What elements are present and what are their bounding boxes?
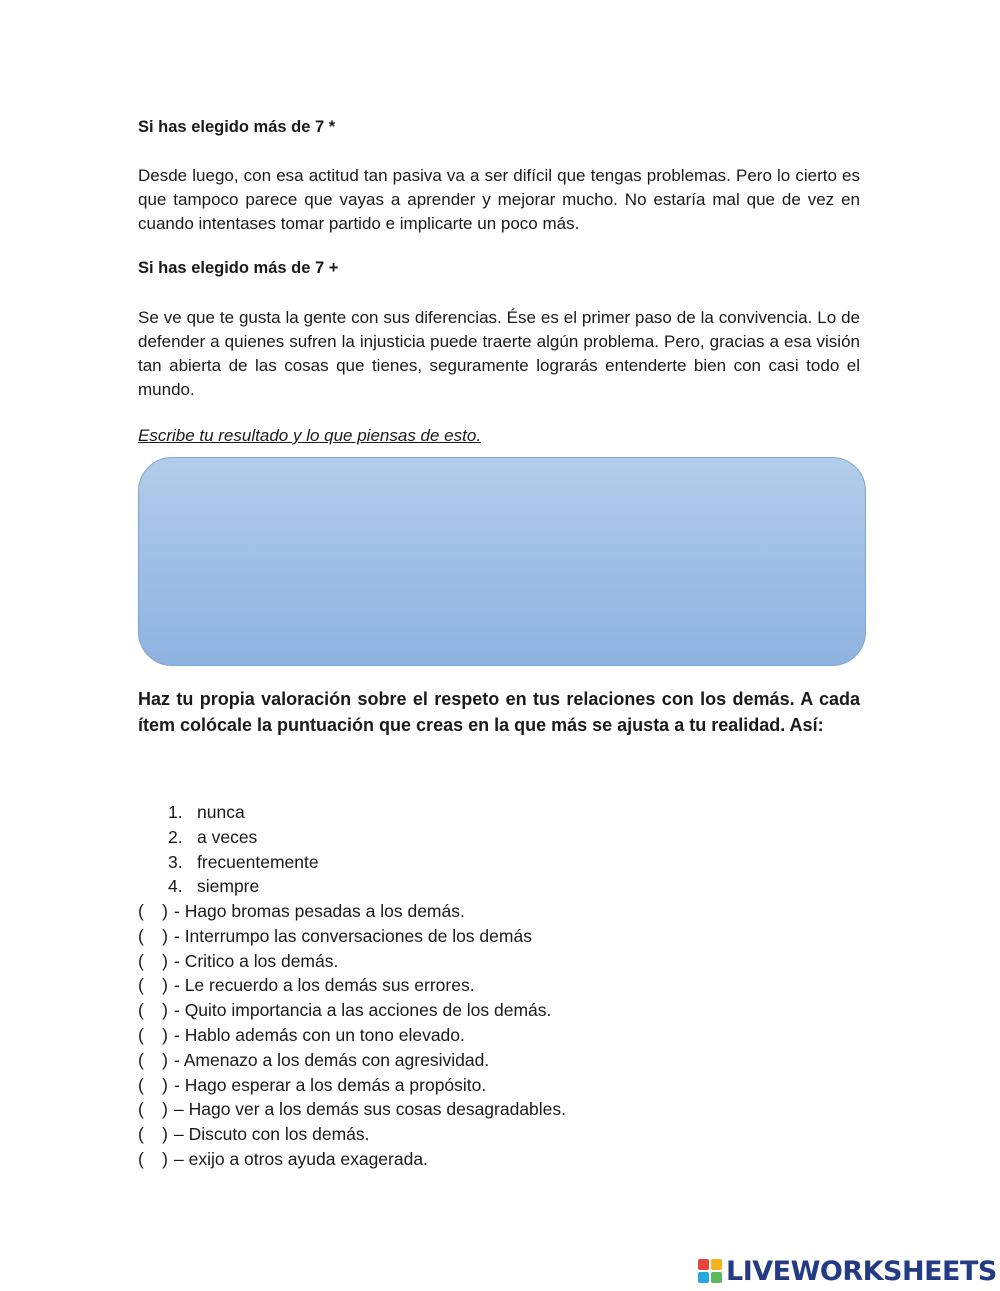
rating-scale (168, 800, 319, 899)
behavior-item: ( ) - Le recuerdo a los demás sus errores. (138, 973, 566, 998)
liveworksheets-logo (698, 1256, 997, 1286)
logo-tile (711, 1259, 722, 1270)
behavior-item: ( ) - Hablo además con un tono elevado. (138, 1023, 566, 1048)
logo-tile (711, 1272, 722, 1283)
behavior-item: ( ) - Critico a los demás. (138, 949, 566, 974)
section2-heading: Si has elegido más de 7 + (138, 259, 339, 277)
score-input[interactable] (145, 1048, 161, 1073)
score-input[interactable] (145, 1023, 161, 1048)
behavior-item: ( ) – Hago ver a los demás sus cosas desagradables. (138, 1097, 566, 1122)
score-input[interactable] (145, 899, 161, 924)
score-input[interactable] (145, 949, 161, 974)
behavior-item: ( ) – exijo a otros ayuda exagerada. (138, 1147, 566, 1172)
scale-item: 3. frecuentemente (168, 851, 319, 872)
behavior-item-text: - Interrumpo las conversaciones de los demás (174, 925, 532, 946)
section1-text: Desde luego, con esa actitud tan pasiva va a ser difícil que tengas problemas. Pero lo cierto es que tampoco parece que vayas a aprender y mejorar mucho. No estaría mal que de vez en cuando intentases tomar partido e implicarte un poco más. (138, 166, 860, 233)
scale-item: 2. a veces (168, 826, 258, 847)
score-input[interactable] (145, 924, 161, 949)
behavior-item-text: - Hago bromas pesadas a los demás. (174, 901, 465, 921)
section2-text: Se ve que te gusta la gente con sus diferencias. Ése es el primer paso de la convivencia. Lo de defender a quienes sufren la injusticia puede traerte algún problema. Pero, gracias a esa visión tan abierta de las cosas que tienes, seguramente lograrás entenderte bien con casi todo el mundo. (138, 308, 860, 399)
logo-tile (698, 1272, 709, 1283)
behavior-item: ( ) – Discuto con los demás. (138, 1122, 566, 1147)
answer-textbox[interactable] (138, 457, 866, 666)
behavior-item: ( ) - Amenazo a los demás con agresividad. (138, 1048, 566, 1073)
score-input[interactable] (145, 1122, 161, 1147)
behavior-item-text: – exijo a otros ayuda exagerada. (174, 1148, 428, 1169)
behavior-item-text: – Hago ver a los demás sus cosas desagradables. (174, 1099, 567, 1120)
behavior-item: ( ) - Quito importancia a las acciones de los demás. (138, 998, 566, 1023)
score-input[interactable] (145, 1073, 161, 1098)
answer-prompt: Escribe tu resultado y lo que piensas de esto. (138, 426, 482, 445)
behavior-item-text: - Hablo además con un tono elevado. (174, 1024, 465, 1045)
score-input[interactable] (145, 998, 161, 1023)
behavior-item-text: - Quito importancia a las acciones de los demás. (174, 1000, 552, 1021)
logo-text: LIVEWORKSHEETS (726, 1255, 997, 1287)
behavior-item-text: – Discuto con los demás. (174, 1124, 370, 1145)
section1-heading: Si has elegido más de 7 * (138, 118, 336, 136)
behavior-item: ( ) - Hago bromas pesadas a los demás. (138, 899, 566, 924)
scale-item: 1. nunca (168, 802, 245, 822)
behavior-item: ( ) - Hago esperar a los demás a propósito. (138, 1073, 566, 1098)
behavior-item-text: - Hago esperar a los demás a propósito. (174, 1074, 487, 1095)
behavior-item: ( ) - Interrumpo las conversaciones de los demás (138, 924, 566, 949)
behavior-item-text: - Amenazo a los demás con agresividad. (174, 1049, 490, 1070)
score-input[interactable] (145, 1097, 161, 1122)
behavior-item-text: - Le recuerdo a los demás sus errores. (174, 975, 475, 996)
score-input[interactable] (145, 973, 161, 998)
score-input[interactable] (145, 1147, 161, 1172)
behavior-item-list (138, 899, 566, 1172)
logo-tile (698, 1259, 709, 1270)
scale-item: 4. siempre (168, 876, 260, 897)
instructions-text: Haz tu propia valoración sobre el respeto en tus relaciones con los demás. A cada ítem colócale la puntuación que creas en la que más se ajusta a tu realidad. Así: (138, 689, 860, 735)
logo-mark-icon (698, 1259, 722, 1283)
behavior-item-text: - Critico a los demás. (174, 950, 339, 971)
